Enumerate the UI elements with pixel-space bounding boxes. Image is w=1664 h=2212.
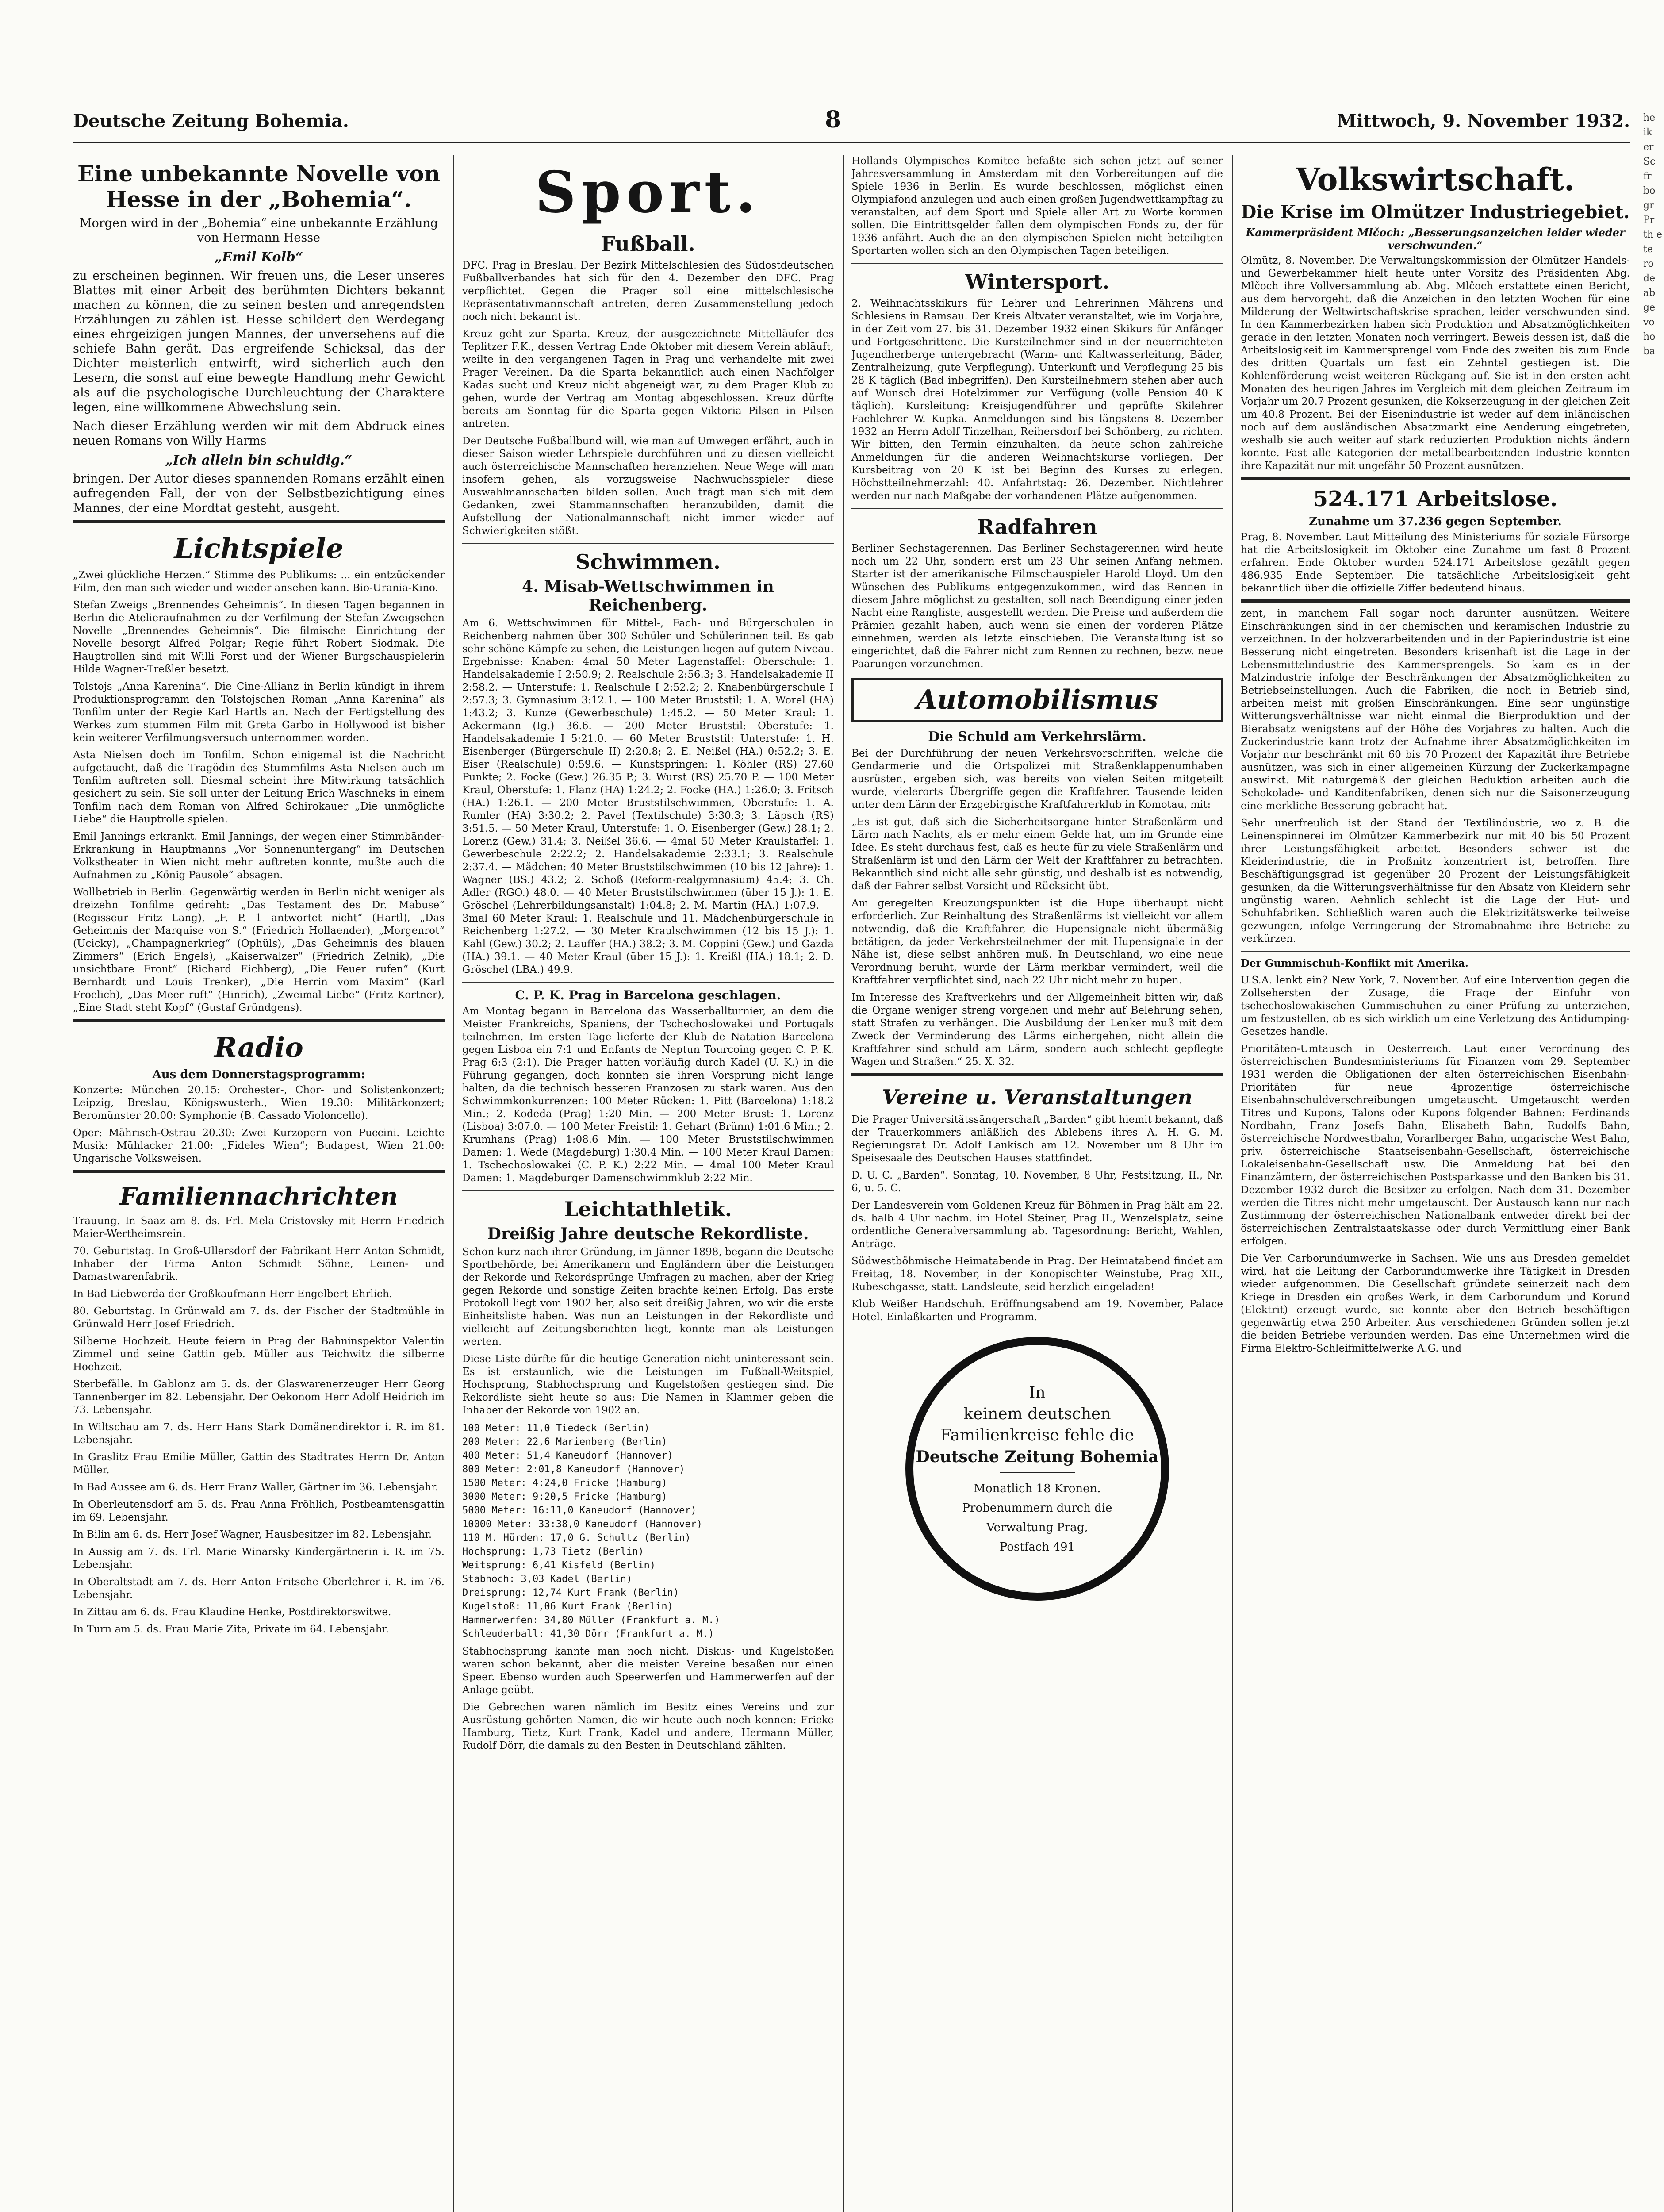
arbeitslose-body: Prag, 8. November. Laut Mitteilung des Ministeriums für soziale Fürsorge hat die Arbeitslosigkeit im Oktober eine Zunahme um fast 8 Prozent erfahren. Ende Oktober wurden 524.171 Arbeitslose gezählt gegen 486.935 Ende September. Die tatsächliche Arbeitslosigkeit geht bekanntlich über die offizielle Ziffer bedeutend hinaus.: [1241, 531, 1630, 594]
gummischuh-body: U.S.A. lenkt ein? New York, 7. November. Auf eine Intervention gegen die Zollsehersten der Zusage, die Frage der Einfuhr von tschechoslowakischen Gummischuhen zu einer Prüfung zu unterziehen, um festzustellen, ob es sich wirklich um eine Verletzung des Antidumping-Gesetzes handle.: [1241, 975, 1630, 1037]
section-bar: [73, 520, 445, 523]
automobilismus-body: Am geregelten Kreuzungspunkten ist die Hupe überhaupt nicht erforderlich. Zur Reinhaltung des Straßenlärms ist vielleicht vor allem notwendig, daß die Kraftfahrer, die Hupensignale nicht übermäßig betätigen, da jeder Verkehrsteilnehmer der mit Hupensignale in der Nähe ist, diese selbst anhören muß. In Deutschland, wo eine neue Verordnung beruht, wurde der Lärm merkbar vermindert, weil die Kraftfahrer verpflichtet sind, nach 22 Uhr nicht mehr zu hupen.: [851, 898, 1223, 986]
familie-item: In Bad Liebwerda der Großkaufmann Herr Engelbert Ehrlich.: [73, 1288, 392, 1300]
column-3: [851, 155, 1223, 2212]
column-1: [73, 155, 445, 2212]
vereine-item: Die Prager Universitätssängerschaft „Barden“ gibt hiemit bekannt, daß der Trauerkommers anläßlich des Ablebens ihres A. H. G. M. Regierungsrat Dr. Adolf Lankisch am 12. November um 8 Uhr im Speisesaale des Deutschen Hauses stattfindet.: [851, 1114, 1223, 1164]
column-4: [1241, 155, 1630, 2212]
film-item: Emil Jannings erkrankt. Emil Jannings, der wegen einer Stimmbänder-Erkrankung in Hauptmanns „Vor Sonnenuntergang“ im Deutschen Volkstheater in Wien nicht mehr auftreten konnte, mußte auch die Aufnahmen zu „König Pausole“ absagen.: [73, 831, 445, 881]
radio-item: Oper: Mährisch-Ostrau 20.30: Zwei Kurzopern von Puccini. Leichte Musik: Mühlacker 21.00: „Fideles Wien“; Budapest, Wien 21.00: Ungarische Volksweisen.: [73, 1127, 445, 1164]
column-2: [462, 155, 834, 2212]
hesse-headline: Eine unbekannte Novelle von Hesse in der „Bohemia“.: [77, 161, 441, 212]
film-item: Stefan Zweigs „Brennendes Geheimnis“. In diesen Tagen begannen in Berlin die Atelieraufnahmen zu der Verfilmung der Stefan Zweigschen Novelle „Brennendes Geheimnis“. Die filmische Einrichtung der Novelle besorgt Alfred Polgar; Regie führt Robert Siodmak. Die Hauptrollen sind mit Willi Forst und der Wiener Burgschauspielerin Hilde Wagner-Treßler besetzt.: [73, 599, 445, 675]
page-header: [73, 106, 1630, 137]
section-bar: [1241, 599, 1630, 603]
vereine-item: Südwestböhmische Heimatabende in Prag. Der Heimatabend findet am Freitag, 18. November, in der Konopischter Weinstube, Prag XII., Rubeschgasse, statt. Landsleute, seid herzlich eingeladen!: [851, 1256, 1223, 1293]
vereine-item: Der Landesverein vom Goldenen Kreuz für Böhmen in Prag hält am 22. ds. halb 4 Uhr nachm. im Hotel Steiner, Prag II., Wenzelsplatz, seine ordentliche Generalversammlung ab. Tagesordnung: Bericht, Wahlen, Anträge.: [851, 1200, 1223, 1250]
familie-item: In Bilin am 6. ds. Herr Josef Wagner, Hausbesitzer im 82. Lebensjahr.: [73, 1529, 432, 1540]
vereine-item: D. U. C. „Barden“. Sonntag, 10. November, 8 Uhr, Festsitzung, II., Nr. 6, u. 5. C.: [851, 1170, 1223, 1194]
film-item: Asta Nielsen doch im Tonfilm. Schon einigemal ist die Nachricht aufgetaucht, daß die Tragödin des Stummfilms Asta Nielsen auch im Tonfilm auftreten soll. Diesmal scheint ihre Mitwirkung tatsächlich gesichert zu sein. Sie soll unter der Leitung Erich Waschneks in einem Tonfilm nach dem Roman von Alfred Schirokauer „Die unmögliche Liebe“ die Hauptrolle spielen.: [73, 749, 445, 825]
familie-item: In Oberleutensdorf am 5. ds. Frau Anna Fröhlich, Postbeamtensgattin im 69. Lebensjahr.: [73, 1499, 445, 1523]
familie-item: In Turn am 5. ds. Frau Marie Zita, Private im 64. Lebensjahr.: [73, 1624, 389, 1635]
gummischuh-heading: Der Gummischuh-Konflikt mit Amerika.: [1241, 957, 1468, 969]
leichtathletik-body: Stabhochsprung kannte man noch nicht. Diskus- und Kugelstoßen waren schon bekannt, aber die meisten Vereine besaßen nur einen Speer. Ebenso wurden auch Speerwerfen und Hammerwerfen auf der Anlage geübt.: [462, 1646, 834, 1696]
radio-heading: Radio: [214, 1031, 303, 1064]
section-bar: [1241, 477, 1630, 480]
record-row: Stabhoch: 3,03 Kadel (Berlin): [462, 1574, 633, 1585]
record-row: 200 Meter: 22,6 Marienberg (Berlin): [462, 1436, 667, 1448]
film-item: Tolstojs „Anna Karenina“. Die Cine-Allianz in Berlin kündigt in ihrem Produktionsprogramm den Tolstojschen Roman „Anna Karenina“ als Tonfilm unter der Regie Karl Hartls an. Nach der Fertigstellung des Werkes zum stummen Film mit Greta Garbo in Hollywood ist bisher kein weiterer Verfilmungsversuch unternommen worden.: [73, 681, 445, 744]
leichtathletik-heading: Leichtathletik.: [564, 1197, 732, 1221]
automobilismus-body: „Es ist gut, daß sich die Sicherheitsorgane hinter Straßenlärm und Lärm nach Nachts, als er mehr einem Gelde hat, um im Grunde eine Idee. Es steht durchaus fest, daß es heute für zu viele Straßenlärm und Straßenlärm ist und den Lärm der Welt der Kraftfahrer zu betrachten. Bekanntlich sind nicht alle sehr günstig, und deshalb ist es notwendig, daß der Fahrer selbst Vorsicht und Rücksicht übt.: [851, 816, 1223, 892]
automobilismus-heading: Automobilismus: [851, 678, 1223, 722]
column-divider: [1232, 155, 1233, 2212]
lichtspiele-heading: Lichtspiele: [174, 532, 344, 565]
schwimmen-results: Am 6. Wettschwimmen für Mittel-, Fach- und Bürgerschulen in Reichenberg nahmen über 300 Schüler und Schülerinnen teil. Es gab sehr schöne Kämpfe zu sehen, die Leistungen liegen auf gutem Niveau. Ergebnisse: Knaben: 4mal 50 Meter Lagenstaffel: Oberschule: 1. Handelsakademie I 2:50.9; 2. Realschule 2:56.3; 3. Handelsakademie II 2:58.2. — Unterstufe: 1. Realschule I 2:52.2; 2. Knabenbürgerschule I 2:57.3; 3. Gymnasium 3:12.1. — 100 Meter Bruststil: 1. A. Worel (HA) 1:43.2; 3. Kunze (Gewerbeschule) 1:45.2. — 50 Meter Kraul: 1. Ackermann (Ig.) 36.6. — 200 Meter Bruststil: Oberstufe: 1. Handelsakademie I 5:21.0. — 60 Meter Bruststil: Unterstufe: 1. H. Eisenberger (Bürgerschule II) 2:20.8; 2. E. Neißel (HA.) 0:52.2; 3. E. Eiser (Realschule) 0:59.6. — Kunstspringen: 1. Köhler (RS) 27.60 Punkte; 2. Focke (Gew.) 26.35 P.; 3. Wurst (RS) 25.70 P. — 100 Meter Kraul, Oberstufe: 1. Flanz (HA) 1:24.2; 2. Focke (HA.) 1:26.0; 3. Fritsch (HA.) 1:26.1. — 200 Meter Bruststilschwimmen, Oberstufe: 1. A. Rumler (HA) 3:30.2; 2. Pavel (Textilschule) 3:30.3; 3. Läpsch (RS) 3:51.5. — 50 Meter Kraul, Unterstufe: 1. O. Eisenberger (Gew.) 28.1; 2. Lorenz (Gew.) 31.4; 3. Neißel 36.6. — 4mal 50 Meter Kraulstaffel: 1. Gewerbeschule 2:22.2; 2. Handelsakademie 2:33.1; 3. Realschule 2:37.4. — Mädchen: 40 Meter Bruststilschwimmen (10 bis 12 Jahre): 1. Wagner (BS.) 43.2; 2. Schoß (Reform-realgymnasium) 45.4; 3. Ch. Adler (RGO.) 48.0. — 40 Meter Bruststilschwimmen (über 15 J.): 1. E. Gröschel (Lehrerbildungsanstalt) 1:04.8; 2. M. Martin (HA.) 1:07.9. — 3mal 60 Meter Kraul: 1. Realschule und 11. Mädchenbürgerschule in Reichenberg 1:27.2. — 30 Meter Kraulschwimmen (12 bis 15 J.): 1. Kahl (Gew.) 30.2; 2. Lauffer (HA.) 38.2; 3. M. Coppini (Gew.) und Gazda (HA.) 39.1. — 40 Meter Kraul (über 15 J.): 1. Kreißl (HA.) 18.1; 2. D. Gröschel (LBA.) 49.9.: [462, 618, 834, 975]
familie-heading: Familiennachrichten: [119, 1182, 398, 1210]
familie-item: In Aussig am 7. ds. Frl. Marie Winarsky Kindergärtnerin i. R. im 75. Lebensjahr.: [73, 1546, 445, 1571]
arbeitslose-heading: 524.171 Arbeitslose.: [1313, 487, 1558, 511]
divider: [1241, 951, 1630, 952]
column-divider: [453, 155, 454, 2212]
leichtathletik-body: Die Gebrechen waren nämlich im Besitz eines Vereins und zur Ausrüstung gehörten Namen, die wir heute auch noch kennen: Fricke Hamburg, Tietz, Kurt Frank, Kadel und andere, Hermann Müller, Rudolf Dörr, die damals zu den Besten in Deutschland zählten.: [462, 1701, 834, 1751]
schwimmen-heading: Schwimmen.: [575, 550, 721, 574]
prioritaeten-body: Prioritäten-Umtausch in Oesterreich. Laut einer Verordnung des österreichischen Bundesministeriums für Finanzen vom 29. September 1931 werden die Obligationen der alten österreichischen Eisenbahn-Prioritäten für neue 4prozentige österreichische Eisenbahnschuldverschreibungen umgetauscht. Umgetauscht werden Titres und Kupons, Talons oder Kupons folgender Bahnen: Ferdinands Nordbahn, Franz Josefs Bahn, Elisabeth Bahn, Rudolfs Bahn, österreichische Nordwestbahn, Vorarlberger Bahn, ungarische West Bahn, priv. österreichische Staatseisenbahn-Gesellschaft, österreichische Lokaleisenbahn-Gesellschaft usw. Die Anmeldung hat bei den Finanzämtern, der österreichischen Postsparkasse und den Banken bis 31. Dezember 1932 durch die Besitzer zu erfolgen. Nach dem 31. Dezember werden die Titres nicht mehr umgetauscht. Der Austausch kann nur nach Zustimmung der österreichischen Nationalbank entweder direkt bei der österreichischen Zentralstaatskasse oder durch Vermittlung einer Bank erfolgen.: [1241, 1043, 1630, 1247]
issue-date: Mittwoch, 9. November 1932.: [1337, 111, 1630, 131]
record-row: 400 Meter: 51,4 Kaneudorf (Hannover): [462, 1450, 673, 1461]
fussball-heading: Fußball.: [601, 232, 695, 256]
radfahren-heading: Radfahren: [977, 515, 1097, 539]
leichtathletik-subheading: Dreißig Jahre deutsche Rekordliste.: [487, 1225, 809, 1243]
automobilismus-body: Im Interesse des Kraftverkehrs und der Allgemeinheit bitten wir, daß die Organe weniger streng vorgehen und mehr auf Belehrung sehen, statt Strafen zu verhängen. Die Ausbildung der Lenker muß mit dem Zweck der Verminderung des Lärms einhergehen, nicht allein die Kraftfahrer sind schuld am Lärm, sondern auch schlecht gepflegte Wagen und Straßen.“ 25. X. 32.: [851, 992, 1223, 1068]
familie-item: In Zittau am 6. ds. Frau Klaudine Henke, Postdirektorswitwe.: [73, 1606, 391, 1618]
radio-subheading: Aus dem Donnerstagsprogramm:: [152, 1068, 365, 1081]
record-row: Schleuderball: 41,30 Dörr (Frankfurt a. M.): [462, 1628, 714, 1640]
familie-item: 70. Geburtstag. In Groß-Ullersdorf der Fabrikant Herr Anton Schmidt, Inhaber der Firma Anton Schmidt Söhne, Leinen- und Damastwarenfabrik.: [73, 1245, 445, 1283]
krise-continued: Sehr unerfreulich ist der Stand der Textilindustrie, wo z. B. die Leinenspinnerei im Olmützer Kammerbezirk nur mit 40 bis 50 Prozent ihrer Leistungsfähigkeit arbeitet. Besonders schwer ist die Kleiderindustrie, die in Proßnitz konzentriert ist, betroffen. Ihre Beschäftigungsgrad ist gegenüber 20 Prozent der Leistungsfähigkeit gesunken, da die Witterungsverhältnisse für den Absatz von Kleidern sehr ungünstig waren. Aehnlich schlecht ist die Lage der Hut- und Schuhfabriken. Schließlich waren auch die Elektrizitätswerke teilweise gezwungen, infolge Verringerung der Stromabnahme ihre Betriebe zu verkürzen.: [1241, 818, 1630, 945]
automobilismus-body: Bei der Durchführung der neuen Verkehrsvorschriften, welche die Gendarmerie und die Ortspolizei mit Straßenklappenumhaben ausrüsten, ergeben sich, was bereits von vielen Seiten mitgeteilt wurde, vielerorts Übergriffe gegen die Kraftfahrer. Tausende leiden unter dem Lärm der Erzgebirgische Kraftfahrerklub in Komotau, mit:: [851, 748, 1223, 810]
leichtathletik-body: Diese Liste dürfte für die heutige Generation nicht uninteressant sein. Es ist erstaunlich, wie die Leistungen im Fußball-Weitspiel, Hochsprung, Stabhochsprung und Kugelstoßen gestiegen sind. Die Rekordliste sieht heute so aus: Die Namen in Klammer geben die Inhaber der Rekorde von 1902 an.: [462, 1353, 834, 1416]
fussball-item: Der Deutsche Fußballbund will, wie man auf Umwegen erfährt, auch in dieser Saison wieder Lehrspiele durchführen und zu diesen vielleicht auch österreichische Mannschaften heranziehen. Neue Wege will man insofern gehen, als vorzugsweise Nachwuchsspieler diese Auswahlmannschaften bilden sollen. Auch trägt man sich mit dem Gedanken, zwei Stammannschaften heranzubilden, damit die Aufstellung der Nationalmannschaft nicht immer wieder auf Schwierigkeiten stößt.: [462, 435, 834, 537]
film-item: Wollbetrieb in Berlin. Gegenwärtig werden in Berlin nicht weniger als dreizehn Tonfilme gedreht: „Das Testament des Dr. Mabuse“ (Regisseur Fritz Lang), „F. P. 1 antwortet nicht“ (Hartl), „Das Geheimnis der Marquise von S.“ (Friedrich Hollaender), „Morgenrot“ (Ucicky), „Champagnerkrieg“ (Ophüls), „Das Geheimnis des blauen Zimmers“ (Erich Engels), „Kaiserwalzer“ (Friedrich Zelnik), „Die unsichtbare Front“ (Richard Eichberg), „Die Feuer rufen“ (Kurt Bernhardt und Louis Trenker), „Die Herrin vom Maxim“ (Karl Froelich), „Das Meer ruft“ (Hinrich), „Zweimal Liebe“ (Fritz Kortner), „Eine Stadt steht Kopf“ (Gustaf Gründgens).: [73, 887, 445, 1014]
familie-item: In Wiltschau am 7. ds. Herr Hans Stark Domänendirektor i. R. im 81. Lebensjahr.: [73, 1421, 445, 1446]
adjacent-page-edge: he ik er Sc fr bo gr Pr th e te ro de ab ge vo ho ba: [1643, 112, 1663, 357]
hesse-intro: Morgen wird in der „Bohemia“ eine unbekannte Erzählung von Hermann Hesse: [79, 216, 438, 245]
familie-item: Silberne Hochzeit. Heute feiern in Prag der Bahninspektor Valentin Zimmel und seine Gattin geb. Müller aus Teichwitz die silberne Hochzeit.: [73, 1336, 445, 1373]
leichtathletik-body: Schon kurz nach ihrer Gründung, im Jänner 1898, begann die Deutsche Sportbehörde, bei Amerikanern und Engländern über die Leistungen der Rekorde und Rekordsprünge Umfragen zu machen, aber der Krieg gegen Rekorde und sonstige Zeiten brachte keinen Erfolg. Das erste Protokoll liegt vom 1902 her, also seit dreißig Jahren, wo wir die erste Einheitsliste haben. Was nun an Leistungen in der Rekordliste und vielleicht auf Zeitungsberichten liegt, konnte man als Leistungen werten.: [462, 1246, 834, 1348]
record-row: Hammerwerfen: 34,80 Müller (Frankfurt a. M.): [462, 1615, 720, 1626]
divider: [462, 982, 834, 983]
familie-item: Sterbefälle. In Gablonz am 5. ds. der Glaswarenerzeuger Herr Georg Tannenberger im 82. Lebensjahr. Der Oekonom Herr Adolf Heidrich im 73. Lebensjahr.: [73, 1379, 445, 1416]
divider: [462, 543, 834, 544]
schwimmen-subheading: 4. Misab-Wettschwimmen in Reichenberg.: [522, 577, 774, 614]
wintersport-heading: Wintersport.: [965, 270, 1110, 294]
divider: [851, 263, 1223, 264]
record-row: 110 M. Hürden: 17,0 G. Schultz (Berlin): [462, 1532, 691, 1544]
record-row: 5000 Meter: 16:11,0 Kaneudorf (Hannover): [462, 1505, 697, 1516]
familie-item: In Graslitz Frau Emilie Müller, Gattin des Stadtrates Herrn Dr. Anton Müller.: [73, 1452, 445, 1476]
masthead-title: Deutsche Zeitung Bohemia.: [73, 111, 349, 131]
ad-line: Deutsche Zeitung Bohemia: [916, 1448, 1159, 1466]
ad-line: Verwaltung Prag,: [986, 1521, 1088, 1534]
vereine-heading: Vereine u. Veranstaltungen: [882, 1085, 1192, 1109]
radfahren-item: Berliner Sechstagerennen. Das Berliner Sechstagerennen wird heute noch um 22 Uhr, sondern erst um 23 Uhr seinen Anfang nehmen. Starter ist der amerikanische Filmschauspieler Harold Lloyd. Um den Wünschen des Publikums entgegenzukommen, wird das Rennen in diesem Jahre möglichst zu gestalten, soll nach Beendigung einer jeden Nacht eine Rangliste, ausgestellt werden. Die Preise und außerdem die Prämien gezahlt haben, auch wenn sie einen der vorderen Plätze einnehmen, werden als letzte einschieben. Die Veranstaltung ist so eingerichtet, daß die Fahrer nicht zum Rennen zu rechnen, bezw. neue Paarungen vorzunehmen.: [851, 543, 1223, 670]
familie-item: In Bad Aussee am 6. ds. Herr Franz Waller, Gärtner im 36. Lebensjahr.: [73, 1482, 438, 1493]
hesse-body: zu erscheinen beginnen. Wir freuen uns, die Leser unseres Blattes mit einer Arbeit des berühmten Dichters bekannt machen zu können, die zu seinen besten und anregendsten Erzählungen zu zählen ist. Hesse schildert den Werdegang eines ehrgeizigen jungen Mannes, der unversehens auf die schiefe Bahn gerät. Das ergreifende Schicksal, das der Dichter meisterlich entwirft, wird sicherlich auch den Lesern, die sonst auf eine bewegte Handlung mehr Gewicht als auf die psychologische Durchleuchtung der Charaktere legen, eine willkommene Abwechslung sein.: [73, 269, 445, 414]
record-row: 1500 Meter: 4:24,0 Fricke (Hamburg): [462, 1478, 667, 1489]
volkswirtschaft-heading: Volkswirtschaft.: [1296, 161, 1575, 198]
krise-continued: zent, in manchem Fall sogar noch darunter ausnützen. Weitere Einschränkungen sind in der chemischen und keramischen Industrie zu verzeichnen. In der holzverarbeitenden und in der Papierindustrie ist eine Besserung nicht eingetreten. Besonders krisenhaft ist die Lage in der Lebensmittelindustrie des Kammersprengels. So kam es in der Malzindustrie infolge der Beschränkungen der Absatzmöglichkeiten zu Betriebseinstellungen. Auch die Fabriken, die noch in Betrieb sind, arbeiten meist mit großen Einschränkungen. Eine sehr ungünstige Witterungsverhältnisse war nicht einmal die Bierproduktion und der Bierabsatz wenigstens auf der Höhe des Vorjahres zu halten. Auch die Zuckerindustrie kann trotz der Aufnahme ihrer Absatzmöglichkeiten im Vorjahr nur beschränkt mit 60 bis 70 Prozent der Kapazität ihre Betriebe ausnützen, was sich in einer allgemeinen Kürzung der Zuckerkampagne auswirkt. Mit naturgemäß der gleichen Reduktion arbeiten auch die Schokolade- und Kanditenfabriken, denen sich nur die Saisonerzeugung eine merkliche Besserung gebracht hat.: [1241, 608, 1630, 812]
record-row: Hochsprung: 1,73 Tietz (Berlin): [462, 1546, 644, 1557]
fussball-item: Kreuz geht zur Sparta. Kreuz, der ausgezeichnete Mittelläufer des Teplitzer F.K., dessen Vertrag Ende Oktober mit diesem Verein abläuft, weilte in den vergangenen Tagen in Prag und verhandelte mit zwei Prager Vereinen. Da die Sparta bekanntlich auch einen Nachfolger Kadas sucht und Kreuz nicht abgeneigt war, zu dem Prager Klub zu gehen, wurde der Vertrag am Montag abgeschlossen. Kreuz dürfte bereits am Sonntag für die Sparta gegen Viktoria Pilsen in Pilsen antreten.: [462, 328, 834, 430]
barcelona-body: Am Montag begann in Barcelona das Wasserballturnier, an dem die Meister Frankreichs, Spaniens, der Tschechoslowakei und Portugals teilnehmen. Im ersten Tage lieferte der Klub de Natation Barcelona gegen Lisboa ein 7:1 und Enfants de Neptun Tourcoing gegen C. P. K. Prag 6:3 (2:1). Die Prager hatten vorläufig durch Kadel (U. K.) in die Führung gegangen, doch konnten sie ihren Vorsprung nicht lange halten, da die technisch besseren Franzosen zu stark waren. Aus den Schwimmkonkurrenzen: 100 Meter Rücken: 1. Pitt (Barcelona) 1:18.2 Min.; 2. Kodeda (Prag) 1:20 Min. — 200 Meter Brust: 1. Lorenz (Lisboa) 3:07.0. — 100 Meter Freistil: 1. Gehart (Brünn) 1:01.6 Min.; 2. Krumhans (Prag) 1:08.6 Min. — 100 Meter Bruststilschwimmen Damen: 1. Wede (Magdeburg) 1:30.4 Min. — 100 Meter Kraul Damen: 1. Tschechoslowakei (C. P. K.) 2:22 Min. — 4mal 100 Meter Kraul Damen: 1. Magdeburger Damenschwimmklub 2:22 Min.: [462, 1006, 834, 1184]
record-row: 3000 Meter: 9:20,5 Fricke (Hamburg): [462, 1491, 667, 1502]
record-row: Kugelstoß: 11,06 Kurt Frank (Berlin): [462, 1601, 673, 1612]
vereine-item: Klub Weißer Handschuh. Eröffnungsabend am 19. November, Palace Hotel. Einlaßkarten und Programm.: [851, 1298, 1223, 1323]
header-rule: [73, 142, 1630, 143]
record-row: Weitsprung: 6,41 Kisfeld (Berlin): [462, 1560, 656, 1571]
record-row: 100 Meter: 11,0 Tiedeck (Berlin): [462, 1423, 650, 1434]
barcelona-heading: C. P. K. Prag in Barcelona geschlagen.: [515, 988, 781, 1002]
hesse-story-title: „Emil Kolb“: [214, 250, 303, 265]
ad-line: Probenummern durch die: [962, 1502, 1112, 1515]
fussball-item: DFC. Prag in Breslau. Der Bezirk Mittelschlesien des Südostdeutschen Fußballverbandes hat sich für den 4. Dezember den DFC. Prag verpflichtet. Gegen die Prager soll eine mittelschlesische Repräsentativmannschaft antreten, deren Zusammenstellung jedoch noch nicht bekannt ist.: [462, 260, 834, 323]
arbeitslose-subheading: Zunahme um 37.236 gegen September.: [1309, 515, 1562, 528]
section-bar: [851, 1073, 1223, 1076]
ad-line: Postfach 491: [999, 1540, 1075, 1554]
krise-heading: Die Krise im Olmützer Industriegebiet.: [1241, 202, 1630, 223]
record-list: [462, 1421, 834, 1641]
section-bar: [73, 1019, 445, 1022]
page-number: 8: [825, 106, 841, 133]
divider: [851, 508, 1223, 509]
ad-line: In: [1029, 1384, 1046, 1402]
newspaper-page: [73, 106, 1630, 2212]
record-row: 10000 Meter: 33:38,0 Kaneudorf (Hannover): [462, 1519, 703, 1530]
ad-divider: [1000, 1472, 1075, 1473]
carborundum-body: Die Ver. Carborundumwerke in Sachsen. Wie uns aus Dresden gemeldet wird, hat die Leitung der Carborundumwerke ihre Tätigkeit in Dresden wieder aufgenommen. Die Gesellschaft gründete seinerzeit nach dem Kriege in Dresden ein großes Werk, in dem Carborundum und Korund (Elektrit) erzeugt wurde, sie konnte aber den Betrieb beschäftigen gegenwärtig etwa 250 Arbeiter. Aus verschiedenen Gründen sollen jetzt die beiden Betriebe verbunden werden. Das eine Unternehmen wird die Firma Elektro-Schleifmittelwerke A.G. und: [1241, 1253, 1630, 1354]
wintersport-item: 2. Weihnachtsskikurs für Lehrer und Lehrerinnen Mährens und Schlesiens in Ramsau. Der Kreis Altvater veranstaltet, wie im Vorjahre, in der Zeit vom 27. bis 31. Dezember 1932 einen Skikurs für Anfänger und Fortgeschrittene. Die Kursteilnehmer sind in der neuerrichteten Jugendherberge untergebracht (Warm- und Kaltwasserleitung, Bäder, Zentralheizung, gute Verpflegung). Unterkunft und Verpflegung 25 bis 28 K täglich (Bad inbegriffen). Den Kursteilnehmern stehen aber auch auf Wunsch drei Hotelzimmer zur Verfügung (volle Pension 40 K täglich). Kursleitung: Kreisjugendführer und geprüfte Skilehrer Fachlehrer W. Kupka. Anmeldungen sind bis längstens 8. Dezember 1932 an Herrn Adolf Tinzelhan, Reihersdorf bei Schönberg, zu richten. Wir bitten, den Termin einzuhalten, da heute schon zahlreiche Anmeldungen für die anderen Weihnachtskurse vorliegen. Der Kursbeitrag von 20 K ist bei Beginn des Kurses zu erlegen. Höchstteilnehmerzahl: 40. Anfahrtstag: 26. Dezember. Nichtlehrer werden nur nach Maßgabe der vorhandenen Plätze aufgenommen.: [851, 298, 1223, 502]
sport-heading: Sport.: [535, 159, 761, 226]
familie-item: Trauung. In Saaz am 8. ds. Frl. Mela Cristovsky mit Herrn Friedrich Maier-Wertheimsrein.: [73, 1215, 445, 1240]
familie-item: 80. Geburtstag. In Grünwald am 7. ds. der Fischer der Stadtmühle in Grünwald Herr Josef Friedrich.: [73, 1306, 445, 1330]
subscription-advertisement: [905, 1337, 1169, 1601]
record-row: Dreisprung: 12,74 Kurt Frank (Berlin): [462, 1587, 679, 1598]
section-bar: [73, 1170, 445, 1173]
ad-line: Monatlich 18 Kronen.: [974, 1482, 1101, 1495]
harms-novel-title: „Ich allein bin schuldig.“: [165, 453, 353, 468]
automobilismus-subheading: Die Schuld am Verkehrslärm.: [928, 729, 1146, 745]
radio-item: Konzerte: München 20.15: Orchester-, Chor- und Solistenkonzert; Leipzig, Breslau, Königswusterh., Wien 19.30: Militärkonzert; Beromünster 20.00: Symphonie (B. Cassado Violoncello).: [73, 1084, 445, 1121]
familie-item: In Oberaltstadt am 7. ds. Herr Anton Fritsche Oberlehrer i. R. im 76. Lebensjahr.: [73, 1576, 445, 1601]
record-row: 800 Meter: 2:01,8 Kaneudorf (Hannover): [462, 1464, 685, 1475]
film-item: „Zwei glückliche Herzen.“ Stimme des Publikums: ... ein entzückender Film, den man sich wieder und wieder ansehen kann. Bio-Urania-Kino.: [73, 569, 445, 594]
ad-line: keinem deutschen: [963, 1405, 1111, 1423]
ad-line: Familienkreise fehle die: [940, 1426, 1135, 1444]
harms-body: bringen. Der Autor dieses spannenden Romans erzählt einen aufregenden Fall, der von der Selbstbezichtigung eines Mannes, der eine Mordtat gesteht, ausgeht.: [73, 472, 445, 515]
olympia-item: Hollands Olympisches Komitee befaßte sich schon jetzt auf seiner Jahresversammlung in Amsterdam mit den Vorbereitungen auf die Spiele 1936 in Berlin. Es wurde beschlossen, möglichst einen Olympiafond anzulegen und auch einen großen Jugendwettkampftag zu veranstalten, auf dem Sport und Spiele aller Art zu Worte kommen sollen. Die Eintrittsgelder fallen dem olympischen Fonds zu, der für 1936 anfährt. Auch die an den olympischen Spielen nicht beteiligten Sportarten wollen sich an den Olympischen Tagen beteiligen.: [851, 155, 1223, 257]
column-divider: [843, 155, 844, 2212]
hesse-next: Nach dieser Erzählung werden wir mit dem Abdruck eines neuen Romans von Willy Harms: [73, 419, 445, 448]
divider: [462, 1190, 834, 1191]
krise-subheading: Kammerpräsident Mlčoch: „Besserungsanzeichen leider wieder verschwunden.“: [1246, 226, 1625, 252]
krise-body: Olmütz, 8. November. Die Verwaltungskommission der Olmützer Handels- und Gewerbekammer hielt heute unter Vorsitz des Präsidenten Abg. Mlčoch ihre Vollversammlung ab. Abg. Mlčoch erstattete einen Bericht, aus dem hervorgeht, daß die Anzeichen in den letzten Wochen für eine Milderung der Weltwirtschaftskrise sprachen, leider verschwunden sind. In den Kammerbezirken haben sich Produktion und Absatzmöglichkeiten gerade in den letzten Monaten noch verringert. Beweis dessen ist, daß die Arbeitslosigkeit im Kammersprengel vom Ende des zweiten bis zum Ende des dritten Quartals um fast ein Zehntel gestiegen ist. Die Kohlenförderung weist weiteren Rückgang auf. Sie ist in den ersten acht Monaten des heurigen Jahres im Vergleich mit dem gleichen Zeitraum im Vorjahr um 20.7 Prozent gesunken, die Kokserzeugung in der gleichen Zeit um 40.8 Prozent. Bei der Eisenindustrie ist weder auf dem inländischen noch auf dem ausländischen Absatzmarkt eine Aenderung eingetreten, weshalb sie auch weiter auf stark reduzierten Produktion nichts ändern konnte. Fast alle Kategorien der metallbearbeitenden Industrie konnten ihre Kapazität nur mit ungefähr 50 Prozent ausnützen.: [1241, 255, 1630, 472]
